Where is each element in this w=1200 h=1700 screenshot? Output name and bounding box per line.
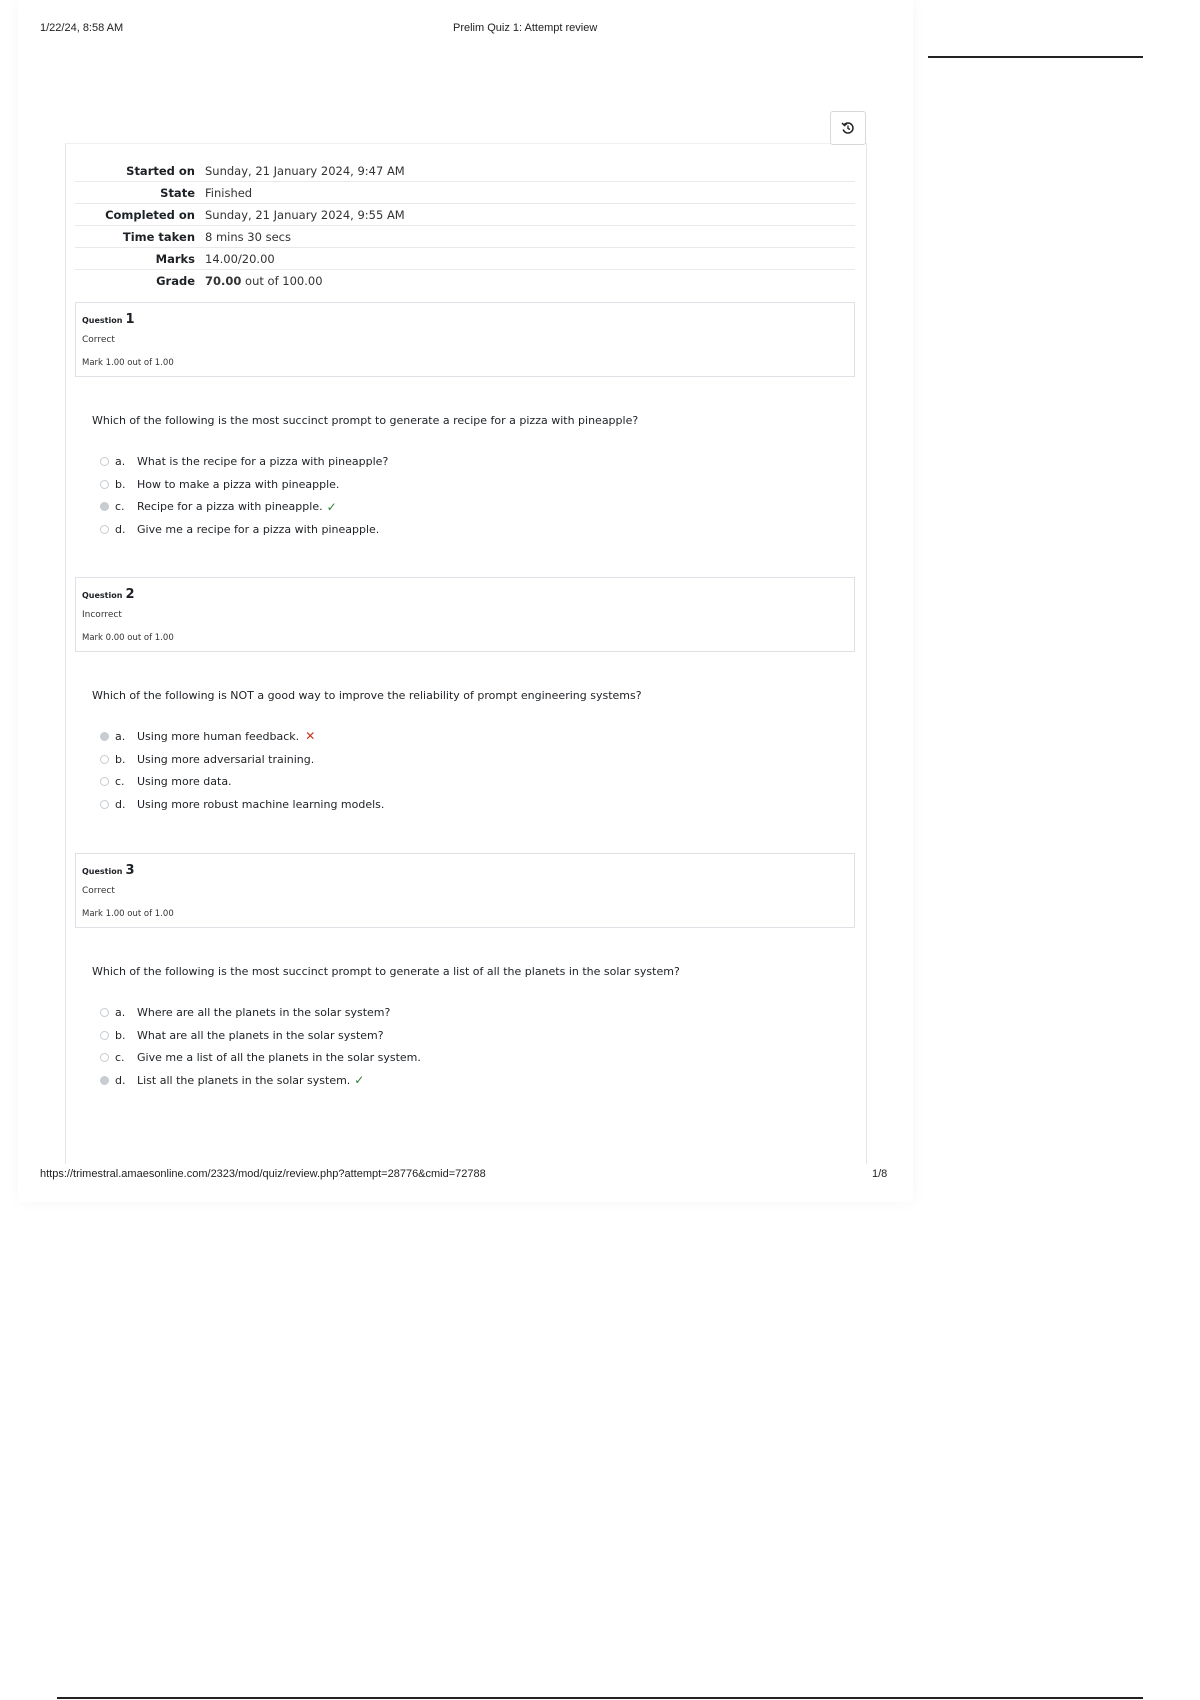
answer-option[interactable]	[100, 450, 388, 473]
answer-letter: b.	[115, 1028, 126, 1042]
answer-letter: a.	[115, 1005, 126, 1019]
question-label: Question	[82, 591, 123, 600]
question-text: Which of the following is NOT a good way to improve the reliability of prompt engineering systems?	[92, 689, 642, 702]
summary-label: Started on	[126, 163, 195, 178]
summary-value: Sunday, 21 January 2024, 9:47 AM	[205, 163, 405, 178]
answer-text: Where are all the planets in the solar system?	[137, 1005, 391, 1019]
answer-option[interactable]	[100, 770, 384, 793]
answer-letter: a.	[115, 729, 126, 743]
answer-text: Recipe for a pizza with pineapple.	[137, 500, 323, 514]
question-label: Question	[82, 316, 123, 325]
summary-row-completed	[75, 204, 855, 226]
question-text: Which of the following is the most succinct prompt to generate a list of all the planets in the solar system?	[92, 965, 680, 978]
question-grade: Mark 1.00 out of 1.00	[82, 909, 174, 919]
summary-label: State	[75, 182, 205, 204]
answer-option[interactable]	[100, 1001, 421, 1024]
cross-icon: ✕	[305, 729, 316, 744]
question-state: Incorrect	[82, 610, 122, 620]
answer-letter: c.	[115, 775, 125, 789]
answer-text: Using more data.	[137, 775, 232, 789]
answer-letter: a.	[115, 454, 126, 468]
summary-value	[205, 270, 855, 292]
question-info-2	[75, 577, 855, 652]
answer-list	[100, 725, 384, 816]
grade-value: 70.00	[205, 273, 242, 288]
answer-option[interactable]	[100, 1024, 421, 1047]
answer-text: Using more human feedback.	[137, 729, 300, 743]
answer-text: Give me a list of all the planets in the solar system.	[137, 1051, 421, 1065]
radio-button[interactable]	[100, 800, 109, 809]
question-state: Correct	[82, 886, 115, 896]
answer-text: What are all the planets in the solar system?	[137, 1028, 384, 1042]
radio-button[interactable]	[100, 1031, 109, 1040]
radio-button[interactable]	[100, 755, 109, 764]
check-icon: ✓	[354, 1073, 365, 1088]
question-label: Question	[82, 867, 123, 876]
summary-row-marks	[75, 248, 855, 270]
summary-value: Sunday, 21 January 2024, 9:55 AM	[205, 204, 855, 226]
summary-row-state	[75, 182, 855, 204]
print-footer-page: 1/8	[872, 1168, 888, 1180]
answer-letter: d.	[115, 522, 126, 536]
radio-button[interactable]	[100, 457, 109, 466]
print-datetime: 1/22/24, 8:58 AM	[40, 22, 124, 34]
radio-button[interactable]	[100, 1053, 109, 1062]
question-number	[82, 863, 135, 878]
grade-out-of: out of 100.00	[241, 273, 323, 288]
answer-option[interactable]	[100, 495, 388, 518]
question-grade: Mark 1.00 out of 1.00	[82, 358, 174, 368]
question-info-1	[75, 302, 855, 377]
answer-option[interactable]	[100, 793, 384, 816]
answer-list	[100, 450, 388, 541]
radio-button-selected[interactable]	[100, 732, 109, 741]
radio-button[interactable]	[100, 480, 109, 489]
answer-letter: b.	[115, 752, 126, 766]
radio-button[interactable]	[100, 777, 109, 786]
question-info-3	[75, 853, 855, 928]
summary-label: Time taken	[75, 226, 205, 248]
answer-option[interactable]	[100, 518, 388, 541]
answer-text: Using more robust machine learning models.	[137, 797, 385, 811]
question-number-value: 3	[125, 863, 135, 878]
bottom-divider	[57, 1697, 1143, 1699]
answer-option[interactable]	[100, 1046, 421, 1069]
check-icon: ✓	[326, 499, 337, 514]
question-number	[82, 587, 135, 602]
summary-row-grade	[75, 270, 855, 292]
radio-button[interactable]	[100, 1008, 109, 1017]
attempt-summary-table	[75, 160, 855, 291]
answer-option[interactable]	[100, 748, 384, 771]
radio-button[interactable]	[100, 525, 109, 534]
summary-label: Grade	[75, 270, 205, 292]
answer-list	[100, 1001, 421, 1092]
radio-button-selected[interactable]	[100, 502, 109, 511]
answer-letter: c.	[115, 500, 125, 514]
answer-letter: d.	[115, 797, 126, 811]
restart-button[interactable]	[830, 111, 866, 145]
print-title: Prelim Quiz 1: Attempt review	[453, 22, 598, 34]
print-footer-url: https://trimestral.amaesonline.com/2323/mod/quiz/review.php?attempt=28776&cmid=72788	[40, 1168, 486, 1180]
summary-value: 8 mins 30 secs	[205, 226, 855, 248]
answer-letter: c.	[115, 1051, 125, 1065]
question-state: Correct	[82, 335, 115, 345]
answer-option[interactable]	[100, 473, 388, 496]
answer-text: List all the planets in the solar system.	[137, 1073, 351, 1087]
summary-row-time-taken	[75, 226, 855, 248]
answer-text: How to make a pizza with pineapple.	[137, 477, 340, 491]
top-divider	[928, 56, 1143, 58]
question-number-value: 2	[125, 587, 135, 602]
question-text: Which of the following is the most succinct prompt to generate a recipe for a pizza with pineapple?	[92, 414, 639, 427]
answer-text: Give me a recipe for a pizza with pineapple.	[137, 522, 380, 536]
radio-button-selected[interactable]	[100, 1076, 109, 1085]
answer-letter: d.	[115, 1073, 126, 1087]
answer-option[interactable]	[100, 1069, 421, 1092]
summary-value: 14.00/20.00	[205, 248, 855, 270]
question-number	[82, 312, 135, 327]
answer-option[interactable]	[100, 725, 384, 748]
summary-value: Finished	[205, 182, 855, 204]
summary-label: Completed on	[75, 204, 205, 226]
summary-label: Marks	[75, 248, 205, 270]
question-grade: Mark 0.00 out of 1.00	[82, 633, 174, 643]
summary-row-started	[75, 160, 855, 182]
question-number-value: 1	[125, 312, 135, 327]
answer-letter: b.	[115, 477, 126, 491]
restart-icon	[840, 120, 856, 136]
answer-text: What is the recipe for a pizza with pineapple?	[137, 454, 389, 468]
answer-text: Using more adversarial training.	[137, 752, 315, 766]
